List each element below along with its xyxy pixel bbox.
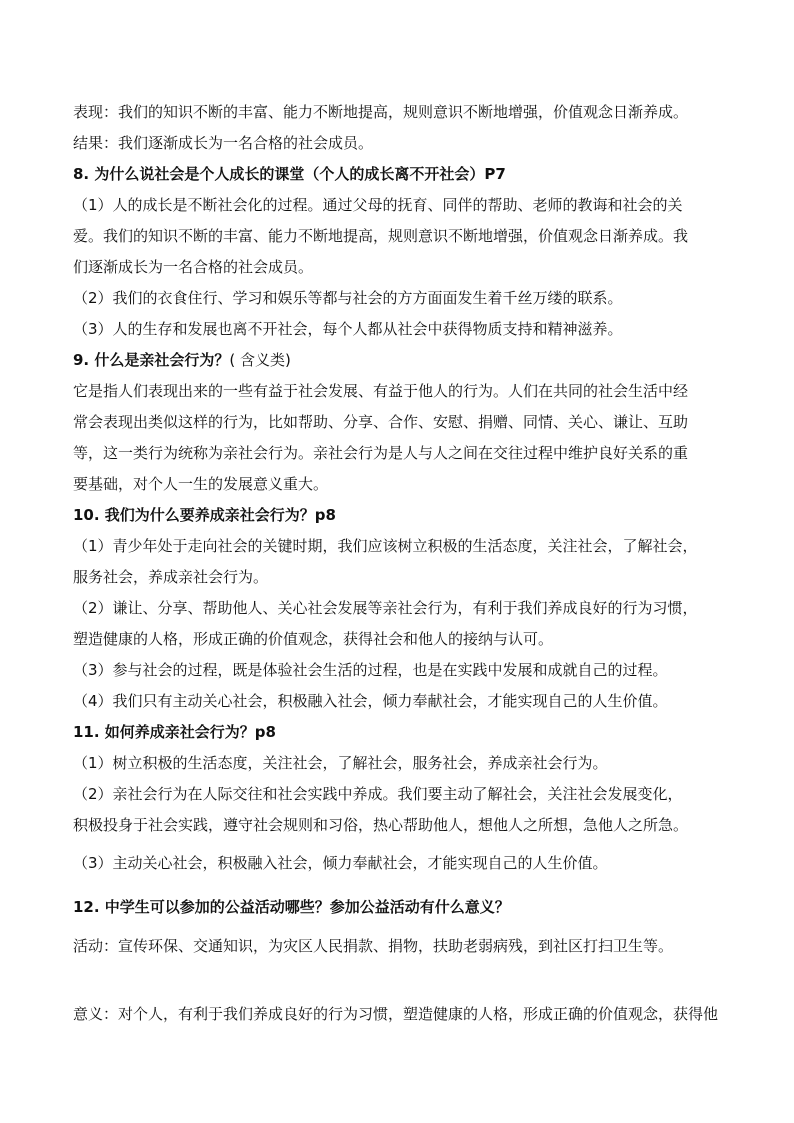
q12-heading: 12. 中学生可以参加的公益活动哪些？参加公益活动有什么意义？	[73, 898, 510, 916]
q10-line-5: （3）参与社会的过程，既是体验社会生活的过程，也是在实践中发展和成就自己的过程。	[73, 661, 668, 679]
q8-heading: 8. 为什么说社会是个人成长的课堂（个人的成长离不开社会）P7	[73, 165, 506, 183]
q10-line-1: （1）青少年处于走向社会的关键时期，我们应该树立积极的生活态度，关注社会，了解社会，	[73, 537, 698, 555]
q9-line-3: 等，这一类行为统称为亲社会行为。亲社会行为是人与人之间在交往过程中维护良好关系的重	[73, 444, 689, 462]
q8-line-3: 们逐渐成长为一名合格的社会成员。	[73, 258, 314, 276]
q11-line-1: （1）树立积极的生活态度，关注社会，了解社会，服务社会，养成亲社会行为。	[73, 754, 608, 772]
q11-heading: 11. 如何养成亲社会行为？p8	[73, 723, 276, 741]
q11-line-3: 积极投身于社会实践，遵守社会规则和习俗，热心帮助他人，想他人之所想，急他人之所急。	[73, 816, 689, 834]
q10-heading: 10. 我们为什么要养成亲社会行为？p8	[73, 506, 336, 524]
q9-heading-row	[73, 350, 733, 370]
q9-heading-note: ( 含义类)	[229, 351, 291, 369]
q8-line-5: （3）人的生存和发展也离不开社会，每个人都从社会中获得物质支持和精神滋养。	[73, 320, 623, 338]
q9-line-4: 要基础，对个人一生的发展意义重大。	[73, 475, 329, 493]
q9-line-1: 它是指人们表现出来的一些有益于社会发展、有益于他人的行为。人们在共同的社会生活中经	[73, 382, 689, 400]
q9-heading: 9. 什么是亲社会行为？	[73, 351, 230, 369]
q11-line-2: （2）亲社会行为在人际交往和社会实践中养成。我们要主动了解社会，关注社会发展变化，	[73, 785, 683, 803]
q10-line-3: （2）谦让、分享、帮助他人、关心社会发展等亲社会行为，有利于我们养成良好的行为习惯，	[73, 599, 698, 617]
q10-line-6: （4）我们只有主动关心社会，积极融入社会，倾力奉献社会，才能实现自己的人生价值。	[73, 692, 668, 710]
intro-line-2: 结果：我们逐渐成长为一名合格的社会成员。	[73, 134, 374, 152]
intro-line-1: 表现：我们的知识不断的丰富、能力不断地提高，规则意识不断地增强，价值观念日渐养成。	[73, 103, 689, 121]
q10-line-2: 服务社会，养成亲社会行为。	[73, 568, 269, 586]
q10-line-4: 塑造健康的人格，形成正确的价值观念，获得社会和他人的接纳与认可。	[73, 630, 554, 648]
q12-line-1: 活动：宣传环保、交通知识，为灾区人民捐款、捐物，扶助老弱病残，到社区打扫卫生等。	[73, 937, 674, 955]
q8-line-1: （1）人的成长是不断社会化的过程。通过父母的抚育、同伴的帮助、老师的教诲和社会的关	[73, 196, 683, 214]
q8-line-4: （2）我们的衣食住行、学习和娱乐等都与社会的方方面面发生着千丝万缕的联系。	[73, 289, 623, 307]
q11-line-4: （3）主动关心社会，积极融入社会，倾力奉献社会，才能实现自己的人生价值。	[73, 854, 608, 872]
q8-line-2: 爱。我们的知识不断的丰富、能力不断地提高，规则意识不断地增强，价值观念日渐养成。我	[73, 227, 689, 245]
q9-line-2: 常会表现出类似这样的行为，比如帮助、分享、合作、安慰、捐赠、同情、关心、谦让、互助	[73, 413, 689, 431]
q12-line-2: 意义：对个人，有利于我们养成良好的行为习惯，塑造健康的人格，形成正确的价值观念，获得他	[73, 1005, 719, 1023]
